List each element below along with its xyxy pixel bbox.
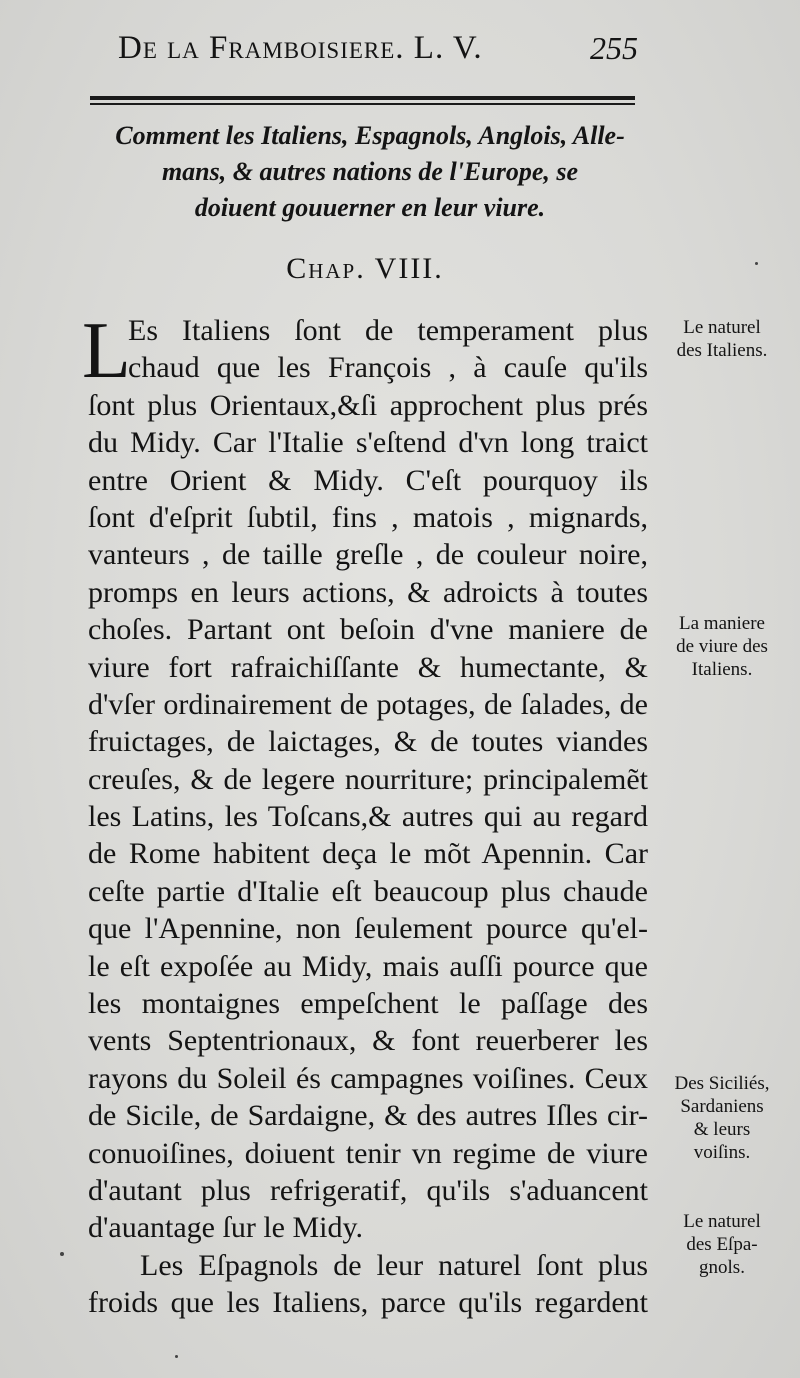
- running-title: De la Framboisiere. L. V.: [118, 30, 483, 66]
- margin-note-line: & leurs: [693, 1119, 751, 1140]
- margin-note-line: voiſins.: [693, 1142, 751, 1163]
- text-line: les montaignes empeſchent le paſſage des: [88, 987, 648, 1021]
- text-line: que l'Apennine, non ſeulement pource qu'el-: [88, 912, 648, 946]
- text-line: d'auantage ſur le Midy.: [88, 1211, 364, 1245]
- margin-note-maniere: [652, 612, 792, 681]
- text-line: vanteurs , de taille greſle , de couleur noire,: [88, 538, 648, 572]
- page-number: 255: [590, 30, 638, 66]
- body-text: [82, 307, 648, 1322]
- margin-note-line: Sardaniens: [680, 1096, 764, 1117]
- margin-note-line: Le naturel: [683, 317, 761, 338]
- running-header: [110, 26, 650, 70]
- text-line: ſont plus Orientaux,&ſi approchent plus prés: [88, 388, 648, 422]
- text-line: de Rome habitent deça le mõt Apennin. Car: [88, 837, 648, 871]
- header-rule: [90, 96, 635, 100]
- text-line: choſes. Partant ont beſoin d'vne maniere de: [88, 613, 648, 647]
- margin-note-italiens: [652, 316, 792, 362]
- heading-line: mans, & autres nations de l'Europe, se: [161, 157, 579, 186]
- margin-note-line: gnols.: [699, 1257, 745, 1278]
- heading-line: Comment les Italiens, Espagnols, Anglois, Alle-: [115, 121, 625, 150]
- margin-note-line: Des Siciliés,: [674, 1073, 770, 1094]
- text-line: ceſte partie d'Italie eſt beaucoup plus chaude: [88, 874, 648, 908]
- ink-speck: [60, 1252, 64, 1256]
- chapter-number: Chap. VIII.: [286, 252, 444, 285]
- text-line: promps en leurs actions, & adroicts à toutes: [88, 575, 648, 609]
- text-line: d'autant plus refrigeratif, qu'ils s'aduancent: [88, 1173, 648, 1207]
- text-line: Les Eſpagnols de leur naturel ſont plus: [140, 1248, 648, 1282]
- margin-note-line: des Italiens.: [676, 340, 768, 361]
- text-line: d'vſer ordinairement de potages, de ſalades, de: [88, 687, 648, 721]
- chapter-heading: [100, 118, 640, 226]
- margin-note-espagnols: [652, 1210, 792, 1279]
- ink-speck: [755, 262, 758, 265]
- text-line: creuſes, & de legere nourriture; principalemẽt: [88, 762, 648, 796]
- ink-speck: [175, 1355, 178, 1358]
- text-line: vents Septentrionaux, & font reuerberer les: [88, 1024, 648, 1058]
- header-rule-thin: [90, 103, 635, 105]
- text-line: fruictages, de laictages, & de toutes viandes: [88, 725, 648, 759]
- text-line: rayons du Soleil és campagnes voiſines. Ceux: [88, 1061, 648, 1095]
- margin-note-line: de viure des: [676, 636, 768, 657]
- text-line: chaud que les François , à cauſe qu'ils: [128, 351, 648, 385]
- text-line: Es Italiens ſont de temperament plus: [128, 314, 648, 347]
- text-line: entre Orient & Midy. C'eſt pourquoy ils: [88, 463, 648, 497]
- text-line: de Sicile, de Sardaigne, & des autres Iſles cir-: [88, 1099, 648, 1133]
- text-line: conuoiſines, doiuent tenir vn regime de viure: [88, 1136, 648, 1170]
- margin-note-line: La maniere: [679, 613, 765, 634]
- heading-line: doiuent gouuerner en leur viure.: [194, 193, 546, 222]
- margin-note-siciliens: [652, 1072, 792, 1164]
- margin-note-line: Le naturel: [683, 1211, 761, 1232]
- drop-cap: L: [82, 307, 131, 395]
- text-line: les Latins, les Toſcans,& autres qui au regard: [88, 800, 648, 834]
- margin-note-line: Italiens.: [691, 659, 753, 680]
- text-line: froids que les Italiens, parce qu'ils regardent: [88, 1286, 648, 1320]
- text-line: viure fort rafraichiſſante & humectante, &: [88, 650, 648, 684]
- text-line: le eſt expoſée au Midy, mais auſſi pource que: [88, 949, 648, 983]
- text-line: ſont d'eſprit ſubtil, fins , matois , mignards,: [88, 500, 648, 534]
- margin-note-line: des Eſpa-: [686, 1234, 758, 1255]
- text-line: du Midy. Car l'Italie s'eſtend d'vn long traict: [88, 426, 648, 460]
